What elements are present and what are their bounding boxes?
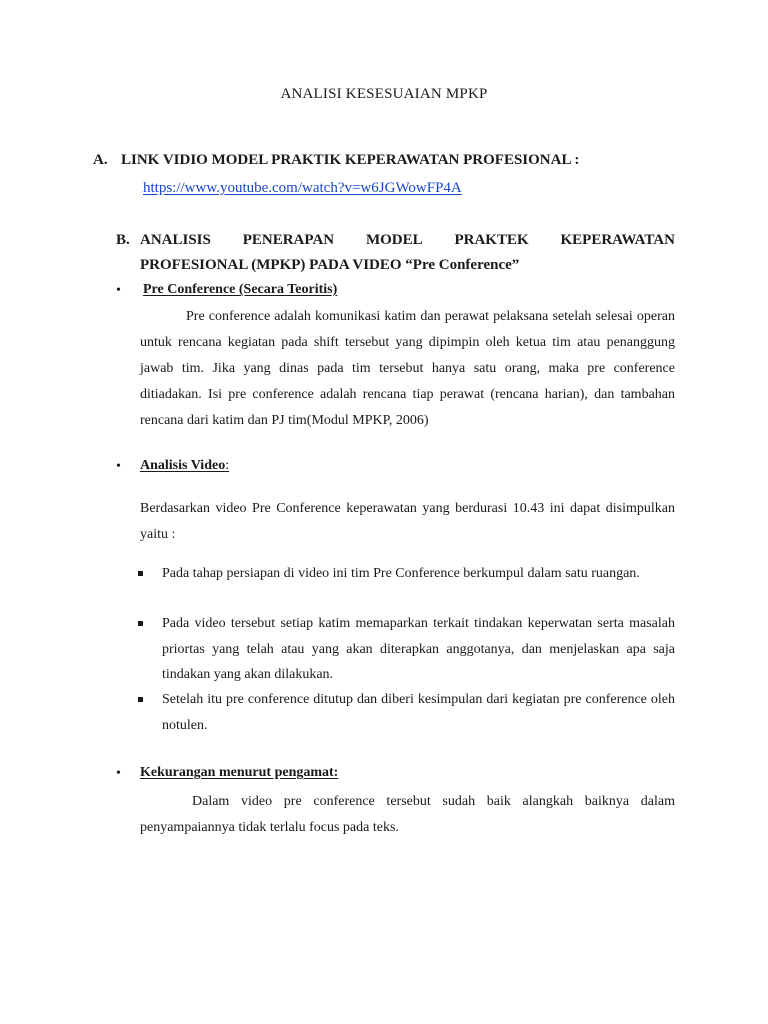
- section-b-word: ANALISIS: [140, 232, 211, 248]
- section-b-word: KEPERAWATAN: [560, 232, 675, 248]
- square-bullet-icon: [138, 621, 143, 626]
- document-title: ANALISI KESESUAIAN MPKP: [280, 86, 488, 102]
- kekurangan-heading: Kekurangan menurut pengamat:: [140, 765, 339, 780]
- bullet-icon: •: [116, 766, 121, 781]
- youtube-link[interactable]: https://www.youtube.com/watch?v=w6JGWowFP4A: [143, 180, 462, 196]
- section-a-letter: A.: [93, 152, 108, 168]
- section-a-heading: [93, 152, 579, 169]
- analisis-video-intro: Berdasarkan video Pre Conference keperawatan yang berdurasi 10.43 ini dapat disimpulkan yaitu :: [140, 501, 675, 542]
- section-a-title: LINK VIDIO MODEL PRAKTIK KEPERAWATAN PROFESIONAL :: [121, 152, 580, 168]
- kekurangan-paragraph: Dalam video pre conference tersebut sudah baik alangkah baiknya dalam penyampaiannya tidak terlalu focus pada teks.: [140, 794, 675, 835]
- pre-conference-paragraph: Pre conference adalah komunikasi katim dan perawat pelaksana setelah selesai operan untuk rencana kegiatan pada shift tersebut yang dipimpin oleh ketua tim atau penanggung jawab tim. Jika yang dinas pada tim tersebut hanya satu orang, maka pre conference ditiadakan. Isi pre conference adalah rencana tiap perawat (rencana harian), dan tambahan rencana dari katim dan PJ tim(Modul MPKP, 2006): [140, 309, 675, 428]
- square-bullet-icon: [138, 697, 143, 702]
- list-item: Pada video tersebut setiap katim memaparkan terkait tindakan keperwatan serta masalah priortas yang telah atau yang akan diterapkan anggotanya, dan menjelaskan apa saja tindakan yang akan dilakukan.: [138, 611, 675, 688]
- list-item: Pada tahap persiapan di video ini tim Pre Conference berkumpul dalam satu ruangan.: [138, 561, 675, 587]
- section-b-letter: B.: [116, 232, 130, 248]
- section-b-word: MODEL: [365, 232, 423, 248]
- square-bullet-icon: [138, 571, 143, 576]
- section-b-heading: [116, 228, 675, 278]
- bullet-icon: •: [116, 459, 121, 474]
- section-b-word: PENERAPAN: [242, 232, 335, 248]
- section-b-line1: [140, 228, 675, 253]
- analisis-video-heading: Analisis Video:: [140, 458, 230, 473]
- bullet-icon: •: [116, 283, 121, 298]
- pre-conference-heading: Pre Conference (Secara Teoritis): [143, 282, 338, 297]
- section-b-word: PRAKTEK: [454, 232, 529, 248]
- list-item: Setelah itu pre conference ditutup dan diberi kesimpulan dari kegiatan pre conference oleh notulen.: [138, 687, 675, 738]
- section-b-line2: PROFESIONAL (MPKP) PADA VIDEO “Pre Conference”: [140, 257, 520, 273]
